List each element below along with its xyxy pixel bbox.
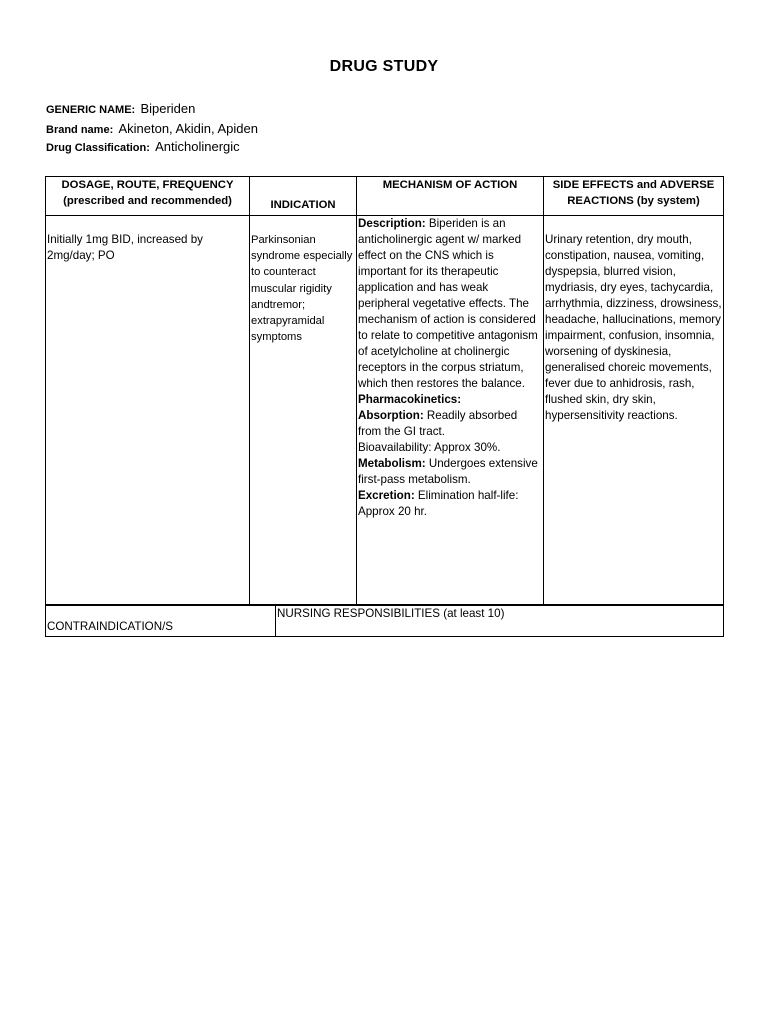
header-side-line1: SIDE EFFECTS and ADVERSE [552,179,715,191]
mechanism-cell [357,216,544,605]
brand-name-label: Brand name: [46,124,114,136]
drug-classification-label: Drug Classification: [46,142,150,154]
brand-name-value: Akineton, Akidin, Apiden [118,121,258,136]
header-indication: INDICATION [250,177,357,216]
description-text: Biperiden is an anticholinergic agent w/ marked effect on the CNS which is important for its therapeutic application and has weak peripheral vegetative effects. The mechanism of action is considered to relate to competitive antagonism of acetylcholine at cholinergic receptors in the corpus striatum, which then restores the balance. [358,217,538,390]
drug-classification-value: Anticholinergic [155,139,240,154]
description-label: Description: [358,217,426,230]
excretion [358,488,542,520]
nursing-responsibilities-cell: NURSING RESPONSIBILITIES (at least 10) [276,606,724,637]
table-row [46,606,724,637]
table-header-row [46,177,724,216]
indication-cell: Parkinsonian syndrome especially to counteract muscular rigidity andtremor; extrapyramidal symptoms [250,216,357,605]
table-row [46,216,724,605]
excretion-text: Elimination half-life: Approx 20 hr. [358,489,519,518]
generic-name-value: Biperiden [140,101,196,116]
metabolism [358,456,542,488]
page-title: DRUG STUDY [329,58,439,75]
absorption-label: Absorption: [358,409,424,422]
absorption [358,408,542,440]
header-dosage-line2: (prescribed and recommended) [63,195,232,207]
metabolism-text: Undergoes extensive first-pass metabolism. [358,457,538,486]
nursing-table [45,605,724,637]
header-dosage-line1: DOSAGE, ROUTE, FREQUENCY [61,179,234,191]
dosage-cell: Initially 1mg BID, increased by 2mg/day; PO [46,216,250,605]
metabolism-label: Metabolism: [358,457,426,470]
header-dosage [46,177,250,216]
generic-name-label: GENERIC NAME: [46,104,136,116]
excretion-label: Excretion: [358,489,415,502]
pharmacokinetics-label: Pharmacokinetics: [358,393,462,406]
mechanism-description [358,216,542,392]
side-effects-cell: Urinary retention, dry mouth, constipation, nausea, vomiting, dyspepsia, blurred vision, mydriasis, dry eyes, tachycardia, arrhythmia, dizziness, drowsiness, headache, hallucinations, memory impairment, confusion, insomnia, worsening of dyskinesia, generalised choreic movements, fever due to anhidrosis, rash, flushed skin, dry skin, hypersensitivity reactions. [544,216,724,605]
contraindication-cell: CONTRAINDICATION/S [46,606,276,637]
drug-study-table [45,176,724,605]
header-mechanism: MECHANISM OF ACTION [357,177,544,216]
bioavailability: Bioavailability: Approx 30%. [358,441,501,454]
brand-name-row [46,121,258,136]
drug-classification-row [46,139,240,154]
absorption-text: Readily absorbed from the GI tract. [358,409,518,438]
header-side-effects [544,177,724,216]
header-side-line2: REACTIONS (by system) [567,195,700,207]
generic-name-row [46,101,195,116]
